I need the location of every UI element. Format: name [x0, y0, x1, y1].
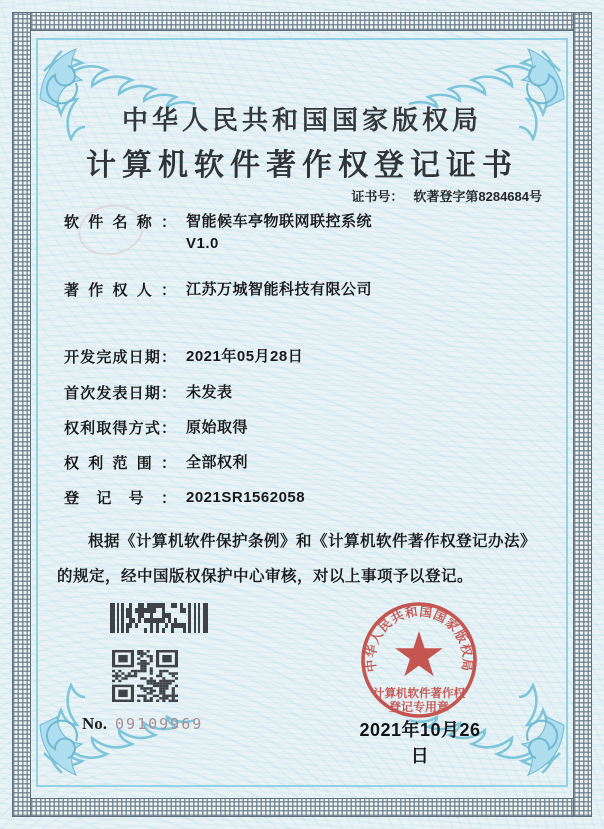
field-value: 江苏万城智能科技有限公司 — [186, 281, 373, 298]
certificate-number-label: 证书号： — [351, 189, 404, 204]
field-rights-scope — [64, 452, 248, 474]
seal-ring-text: 中华人民共和国国家版权局 — [363, 604, 475, 673]
registration-statement: 根据《计算机软件保护条例》和《计算机软件著作权登记办法》的规定，经中国版权保护中心审核，对以上事项予以登记。 — [57, 533, 537, 585]
meander-border-bottom — [12, 798, 592, 817]
field-registration-number — [64, 487, 305, 509]
field-label: 著作权人： — [64, 282, 176, 299]
field-label: 权利范围： — [64, 455, 176, 472]
seal-star-icon — [395, 631, 443, 676]
field-label: 首次发表日期： — [64, 385, 176, 402]
certificate-number-value: 软著登字第8284684号 — [413, 189, 542, 204]
qr-code-image — [112, 650, 178, 702]
field-label: 权利取得方式： — [64, 420, 176, 437]
field-rights-acquisition — [64, 417, 248, 439]
serial-number: 09109969 — [115, 715, 204, 733]
field-value: 未发表 — [186, 384, 233, 401]
certificate-number-line — [351, 186, 542, 205]
field-first-publication-date — [64, 382, 233, 404]
authority-title: 中华人民共和国国家版权局 — [121, 105, 482, 135]
issue-date: 2021年10月26日 — [359, 720, 481, 766]
field-completion-date — [64, 346, 303, 368]
seal-line1: 计算机软件著作权 — [373, 688, 465, 700]
barcode-image — [110, 603, 208, 633]
field-value — [186, 211, 372, 255]
software-version: V1.0 — [186, 235, 219, 252]
serial-prefix: No. — [82, 714, 108, 733]
meander-border-top — [12, 12, 592, 31]
certificate-title: 计算机软件著作权登记证书 — [86, 149, 518, 182]
field-label: 软件名称： — [64, 214, 176, 231]
field-label: 登记号： — [64, 490, 176, 507]
serial-number-line — [82, 714, 203, 734]
field-value: 2021年05月28日 — [186, 348, 304, 365]
field-label: 开发完成日期： — [64, 349, 176, 366]
field-copyright-owner — [64, 279, 372, 301]
field-value: 2021SR1562058 — [186, 489, 306, 506]
official-seal — [353, 598, 485, 724]
field-value: 原始取得 — [186, 419, 249, 436]
field-value: 全部权利 — [186, 454, 249, 471]
field-software-name — [64, 211, 372, 255]
software-name: 智能候车亭物联网联控系统 — [186, 213, 373, 230]
seal-line2: 登记专用章 — [388, 700, 450, 714]
